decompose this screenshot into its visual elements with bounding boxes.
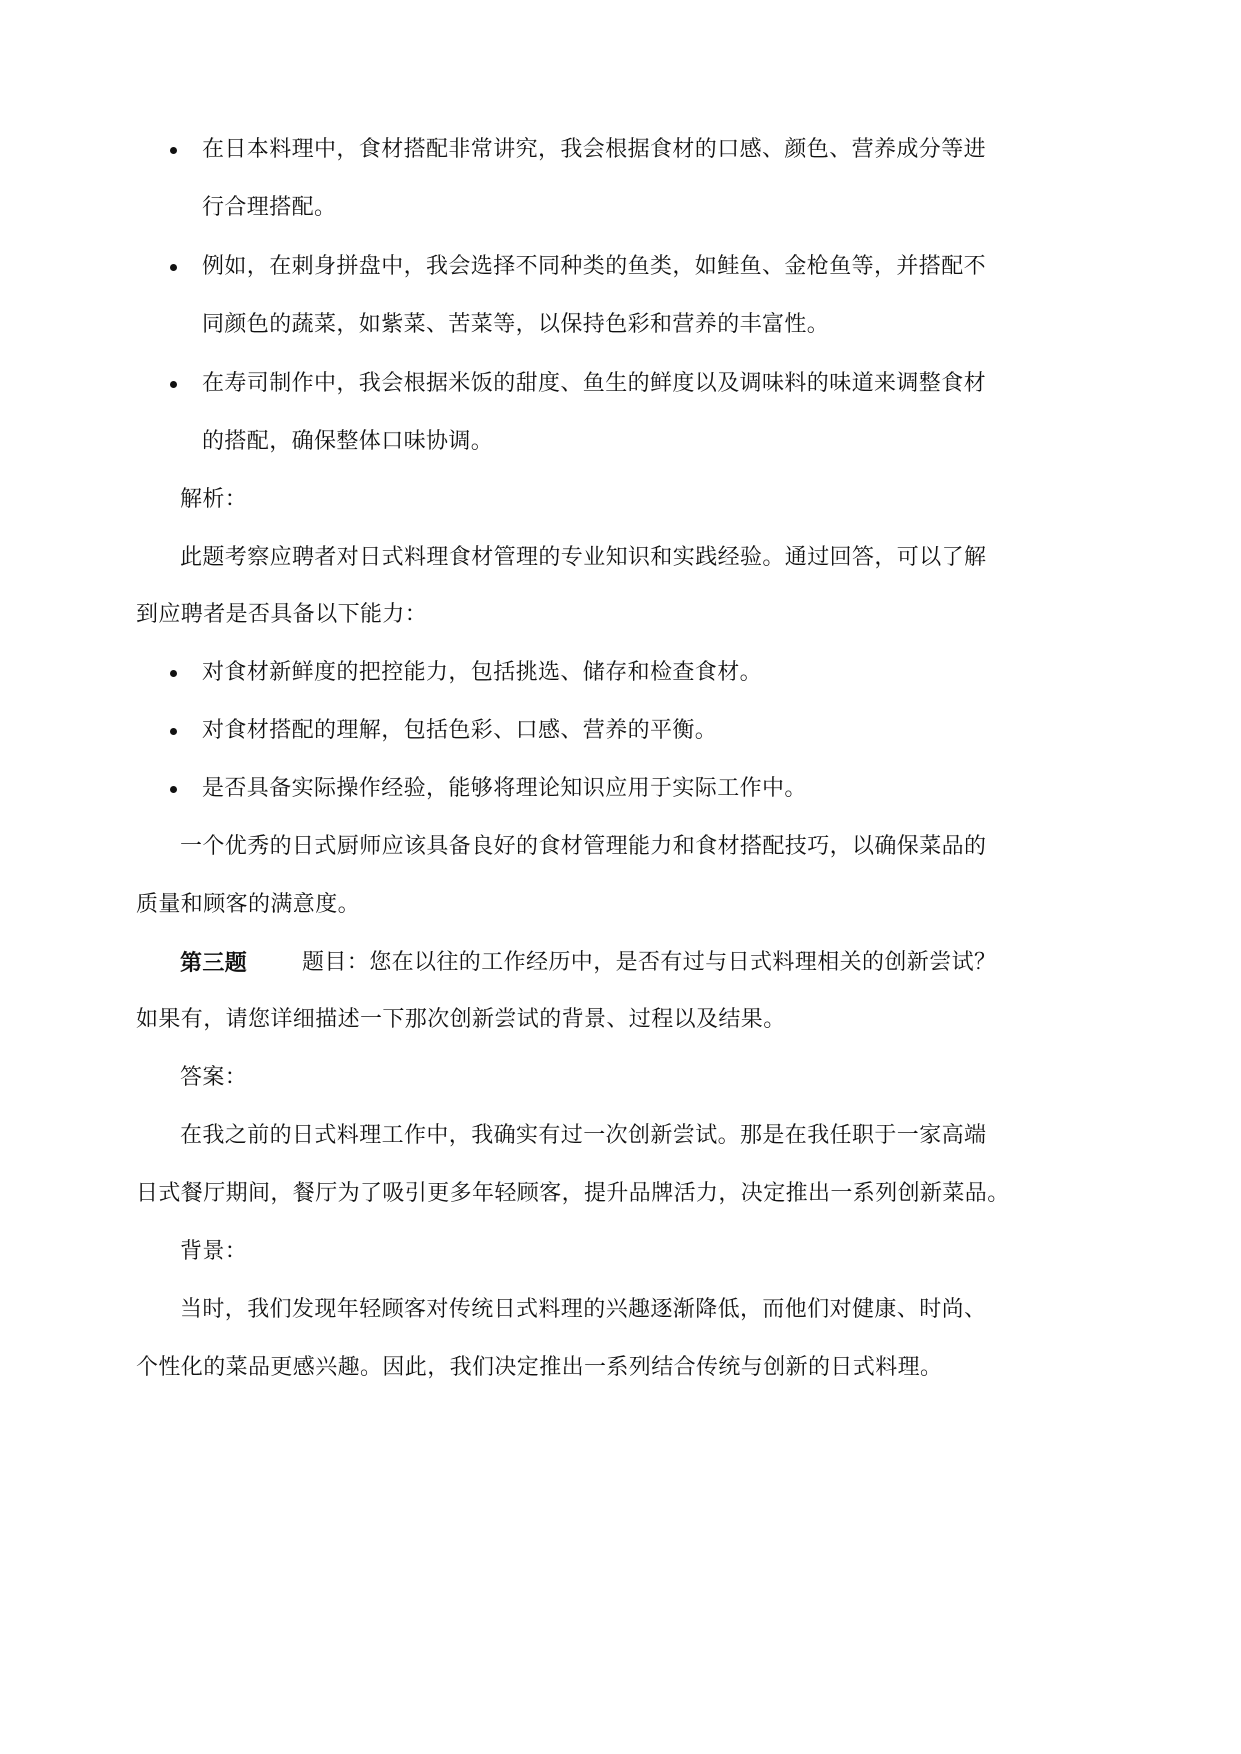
analysis-label: 解析： (180, 487, 248, 512)
answer-para-line1: 在我之前的日式料理工作中，我确实有过一次创新尝试。那是在我任职于一家高端 (180, 1123, 987, 1148)
answer-label: 答案： (180, 1065, 248, 1090)
conclusion-line1: 一个优秀的日式厨师应该具备良好的食材管理能力和食材搭配技巧，以确保菜品的 (180, 834, 987, 859)
background-para-line2: 个性化的菜品更感兴趣。因此，我们决定推出一系列结合传统与创新的日式料理。 (136, 1355, 943, 1380)
question-number: 第三题 (180, 950, 248, 976)
bullet-a2-line1: 例如，在刺身拼盘中，我会选择不同种类的鱼类，如鲑鱼、金枪鱼等，并搭配不 (202, 254, 987, 279)
bullet-icon (170, 786, 177, 793)
question-title-line2: 如果有，请您详细描述一下那次创新尝试的背景、过程以及结果。 (136, 1007, 786, 1032)
bullet-b3: 是否具备实际操作经验，能够将理论知识应用于实际工作中。 (202, 776, 807, 801)
bullet-a1-line1: 在日本料理中，食材搭配非常讲究，我会根据食材的口感、颜色、营养成分等进 (202, 137, 987, 162)
conclusion-line2: 质量和顾客的满意度。 (136, 892, 361, 917)
bullet-icon (170, 381, 177, 388)
bullet-icon (170, 728, 177, 735)
bullet-b1: 对食材新鲜度的把控能力，包括挑选、储存和检查食材。 (202, 660, 763, 685)
bullet-b2: 对食材搭配的理解，包括色彩、口感、营养的平衡。 (202, 718, 718, 743)
background-label: 背景： (180, 1239, 248, 1264)
analysis-para-line1: 此题考察应聘者对日式料理食材管理的专业知识和实践经验。通过回答，可以了解 (180, 545, 987, 570)
analysis-para-line2: 到应聘者是否具备以下能力： (136, 602, 428, 627)
bullet-a3-line2: 的搭配，确保整体口味协调。 (202, 429, 494, 454)
bullet-a2-line2: 同颜色的蔬菜，如紫菜、苦菜等，以保持色彩和营养的丰富性。 (202, 312, 830, 337)
bullet-a3-line1: 在寿司制作中，我会根据米饭的甜度、鱼生的鲜度以及调味料的味道来调整食材 (202, 371, 987, 396)
bullet-icon (170, 670, 177, 677)
bullet-icon (170, 147, 177, 154)
question-title-line1: 题目：您在以往的工作经历中，是否有过与日式料理相关的创新尝试？ (302, 950, 997, 975)
background-para-line1: 当时，我们发现年轻顾客对传统日式料理的兴趣逐渐降低，而他们对健康、时尚、 (180, 1297, 987, 1322)
bullet-a1-line2: 行合理搭配。 (202, 195, 337, 220)
bullet-icon (170, 264, 177, 271)
answer-para-line2: 日式餐厅期间，餐厅为了吸引更多年轻顾客，提升品牌活力，决定推出一系列创新菜品。 (136, 1181, 1010, 1206)
